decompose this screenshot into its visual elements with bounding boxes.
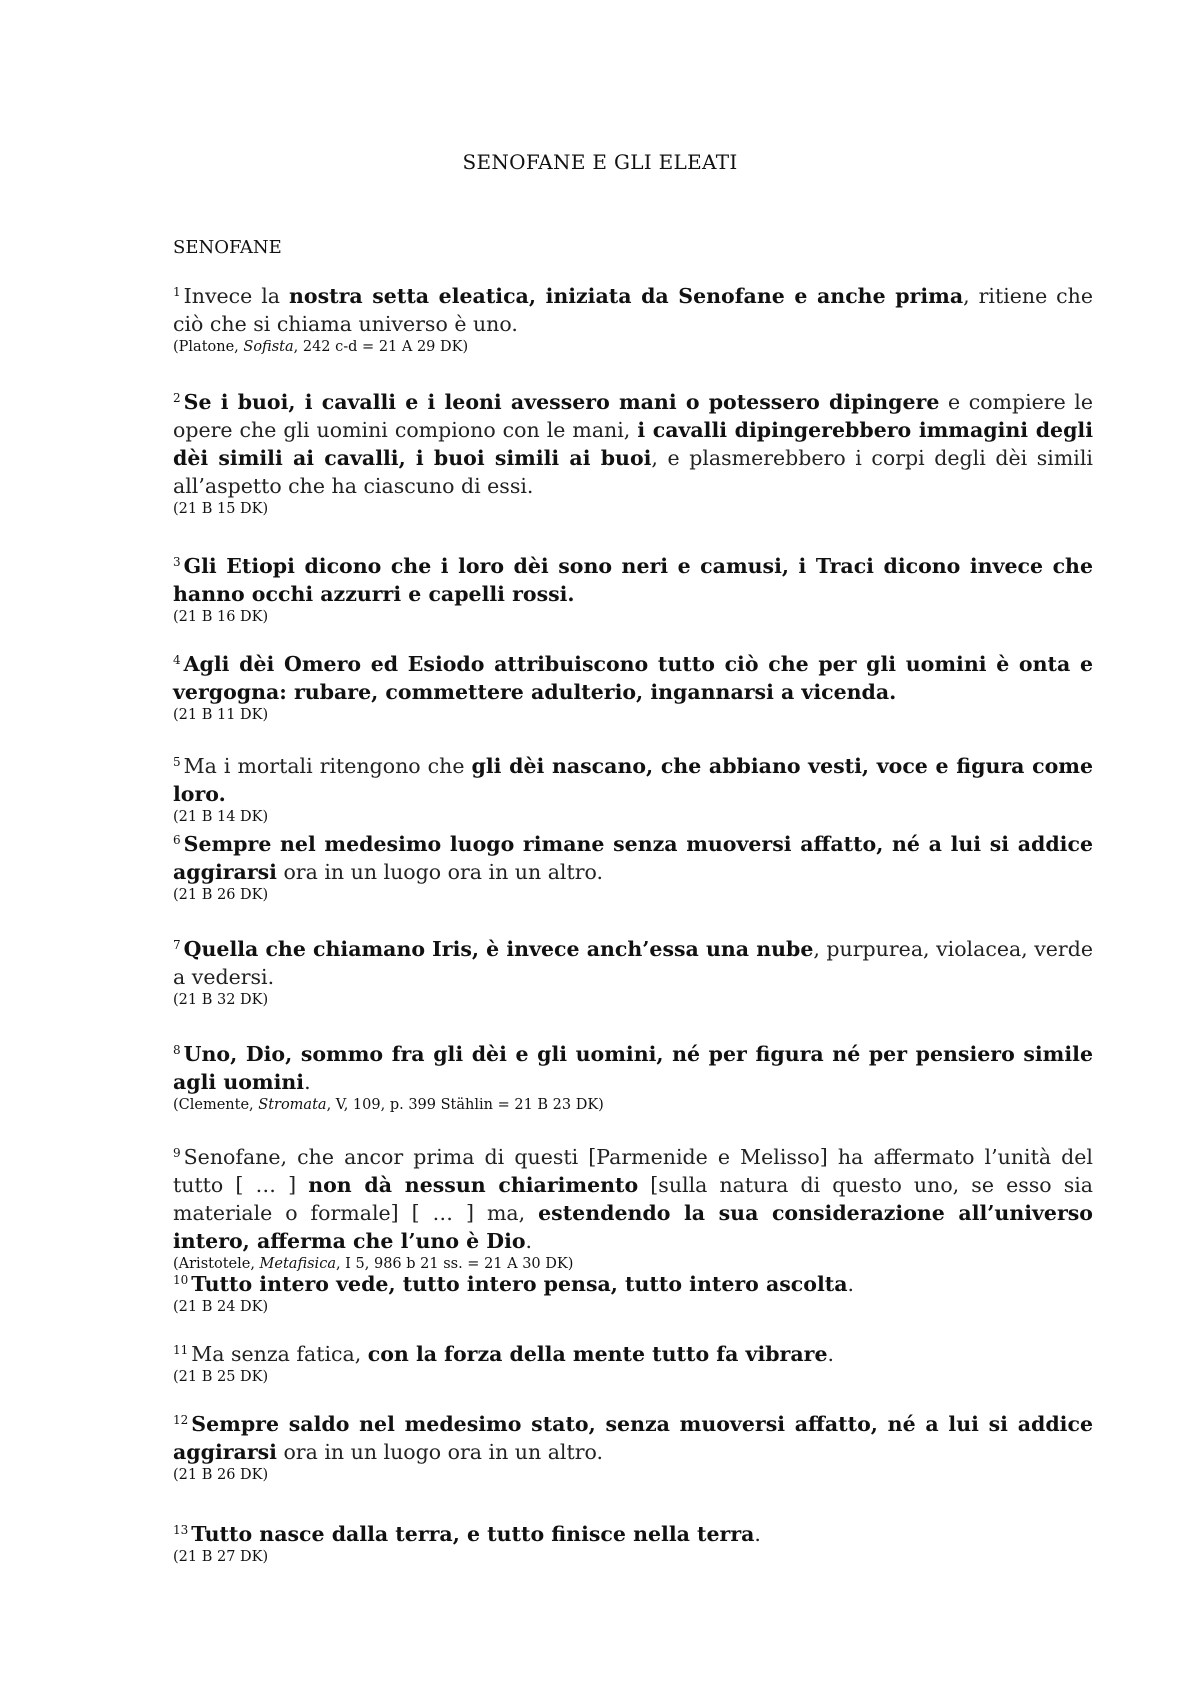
fragment-text: . bbox=[525, 1229, 533, 1253]
reference-text: , V, 109, p. 399 Stählin = 21 B 23 DK) bbox=[326, 1097, 604, 1113]
fragment-13 bbox=[173, 1520, 1093, 1567]
fragment-7 bbox=[173, 935, 1093, 1010]
fragment-5 bbox=[173, 752, 1093, 827]
fragment-number: 10 bbox=[173, 1273, 189, 1287]
fragment-text: , ritiene che ciò che si chiama universo è uno. bbox=[173, 284, 1093, 336]
reference-text: (21 B 26 DK) bbox=[173, 1467, 269, 1483]
fragment-text: , purpurea, violacea, verde a vedersi. bbox=[173, 937, 1093, 989]
fragment-text-bold: i cavalli dipingerebbero immagini degli dèi simili ai cavalli, i buoi simili ai buoi bbox=[173, 418, 1093, 470]
fragment-11 bbox=[173, 1340, 1093, 1387]
fragment-text: Ma i mortali ritengono che bbox=[183, 754, 472, 778]
fragment-text-bold: Uno, Dio, sommo fra gli dèi e gli uomini, né per figura né per pensiero simile agli uomini bbox=[173, 1042, 1093, 1094]
fragment-text: [sulla natura di questo uno, se esso sia materiale o formale] [ … ] ma, bbox=[173, 1173, 1093, 1225]
fragment-number: 4 bbox=[173, 653, 181, 667]
fragment-text-bold: Sempre saldo nel medesimo stato, senza muoversi affatto, né a lui si addice aggirarsi bbox=[173, 1412, 1093, 1464]
fragment-text: Ma senza fatica, bbox=[191, 1342, 368, 1366]
fragment-text-bold: Sempre nel medesimo luogo rimane senza muoversi affatto, né a lui si addice aggirarsi bbox=[173, 832, 1093, 884]
fragment-reference bbox=[173, 808, 1093, 827]
fragment-number: 2 bbox=[173, 391, 181, 405]
fragment-number: 3 bbox=[173, 555, 181, 569]
section-heading: SENOFANE bbox=[173, 237, 282, 258]
fragment-text: e compiere le opere che gli uomini compiono con le mani, bbox=[173, 390, 1093, 442]
reference-text: (21 B 15 DK) bbox=[173, 501, 269, 517]
reference-text: (21 B 27 DK) bbox=[173, 1549, 269, 1565]
reference-text: (21 B 26 DK) bbox=[173, 887, 269, 903]
fragment-3 bbox=[173, 552, 1093, 627]
fragment-text-bold: Agli dèi Omero ed Esiodo attribuiscono tutto ciò che per gli uomini è onta e vergogna: rubare, commettere adulterio, ingannarsi a vicenda. bbox=[173, 652, 1093, 704]
fragment-text: ora in un luogo ora in un altro. bbox=[276, 1440, 604, 1464]
reference-text: (Aristotele, bbox=[173, 1256, 260, 1272]
reference-work-title: Metafisica bbox=[259, 1256, 336, 1272]
fragment-text-bold: Se i buoi, i cavalli e i leoni avessero mani o potessero dipingere bbox=[183, 390, 940, 414]
fragment-reference bbox=[173, 706, 1093, 725]
fragment-reference bbox=[173, 1096, 1093, 1115]
fragment-text-bold: Gli Etiopi dicono che i loro dèi sono neri e camusi, i Traci dicono invece che hanno occhi azzurri e capelli rossi. bbox=[173, 554, 1093, 606]
reference-text: , 242 c-d = 21 A 29 DK) bbox=[293, 339, 469, 355]
fragment-text-bold: Tutto nasce dalla terra, e tutto finisce nella terra bbox=[191, 1522, 755, 1546]
fragment-reference bbox=[173, 338, 1093, 357]
fragment-text: . bbox=[304, 1070, 311, 1094]
fragment-12 bbox=[173, 1410, 1093, 1485]
fragment-number: 6 bbox=[173, 833, 181, 847]
fragment-number: 5 bbox=[173, 755, 181, 769]
fragment-text-bold: nostra setta eleatica, iniziata da Senofane e anche prima bbox=[289, 284, 964, 308]
fragment-number: 12 bbox=[173, 1413, 189, 1427]
fragment-text-bold: con la forza della mente tutto fa vibrare bbox=[367, 1342, 828, 1366]
fragment-text-bold: gli dèi nascano, che abbiano vesti, voce e figura come loro. bbox=[173, 754, 1093, 806]
document-title: SENOFANE E GLI ELEATI bbox=[462, 150, 738, 174]
fragment-text: Senofane, che ancor prima di questi [Parmenide e Melisso] ha affermato l’unità del tutto [ … ] bbox=[173, 1145, 1093, 1197]
reference-text: (21 B 16 DK) bbox=[173, 609, 269, 625]
fragment-text: ora in un luogo ora in un altro. bbox=[276, 860, 604, 884]
reference-text: (21 B 24 DK) bbox=[173, 1299, 269, 1315]
fragment-text-bold: estendendo la sua considerazione all’universo intero, afferma che l’uno è Dio bbox=[173, 1201, 1093, 1253]
reference-text: (21 B 32 DK) bbox=[173, 992, 269, 1008]
fragment-4 bbox=[173, 650, 1093, 725]
reference-text: (21 B 14 DK) bbox=[173, 809, 269, 825]
fragment-reference bbox=[173, 1298, 1093, 1317]
fragment-number: 1 bbox=[173, 285, 181, 299]
fragment-text: . bbox=[827, 1342, 835, 1366]
fragment-number: 7 bbox=[173, 938, 181, 952]
fragment-text-bold: non dà nessun chiarimento bbox=[308, 1173, 639, 1197]
fragment-6 bbox=[173, 830, 1093, 905]
fragment-reference bbox=[173, 608, 1093, 627]
fragment-reference bbox=[173, 1368, 1093, 1387]
fragment-reference bbox=[173, 500, 1093, 519]
reference-text: (21 B 11 DK) bbox=[173, 707, 269, 723]
fragment-text-bold: Quella che chiamano Iris, è invece anch’essa una nube bbox=[183, 937, 814, 961]
reference-text: (21 B 25 DK) bbox=[173, 1369, 269, 1385]
fragment-text: , e plasmerebbero i corpi degli dèi simili all’aspetto che ha ciascuno di essi. bbox=[173, 446, 1093, 498]
fragment-number: 9 bbox=[173, 1146, 181, 1160]
fragment-text: Invece la bbox=[183, 284, 289, 308]
fragment-8 bbox=[173, 1040, 1093, 1115]
fragment-9 bbox=[173, 1143, 1093, 1274]
reference-text: , I 5, 986 b 21 ss. = 21 A 30 DK) bbox=[335, 1256, 574, 1272]
reference-text: (Clemente, bbox=[173, 1097, 259, 1113]
fragment-text: . bbox=[847, 1272, 855, 1296]
fragment-1 bbox=[173, 282, 1093, 357]
fragment-reference bbox=[173, 1466, 1093, 1485]
fragment-2 bbox=[173, 388, 1093, 519]
reference-text: (Platone, bbox=[173, 339, 244, 355]
reference-work-title: Sofista bbox=[243, 339, 294, 355]
fragment-number: 11 bbox=[173, 1343, 189, 1357]
fragment-10 bbox=[173, 1270, 1093, 1317]
fragment-reference bbox=[173, 1548, 1093, 1567]
fragment-text: . bbox=[754, 1522, 761, 1546]
fragment-number: 8 bbox=[173, 1043, 181, 1057]
fragment-reference bbox=[173, 991, 1093, 1010]
fragment-reference bbox=[173, 886, 1093, 905]
fragment-number: 13 bbox=[173, 1523, 189, 1537]
reference-work-title: Stromata bbox=[258, 1097, 327, 1113]
fragment-text-bold: Tutto intero vede, tutto intero pensa, tutto intero ascolta bbox=[191, 1272, 848, 1296]
